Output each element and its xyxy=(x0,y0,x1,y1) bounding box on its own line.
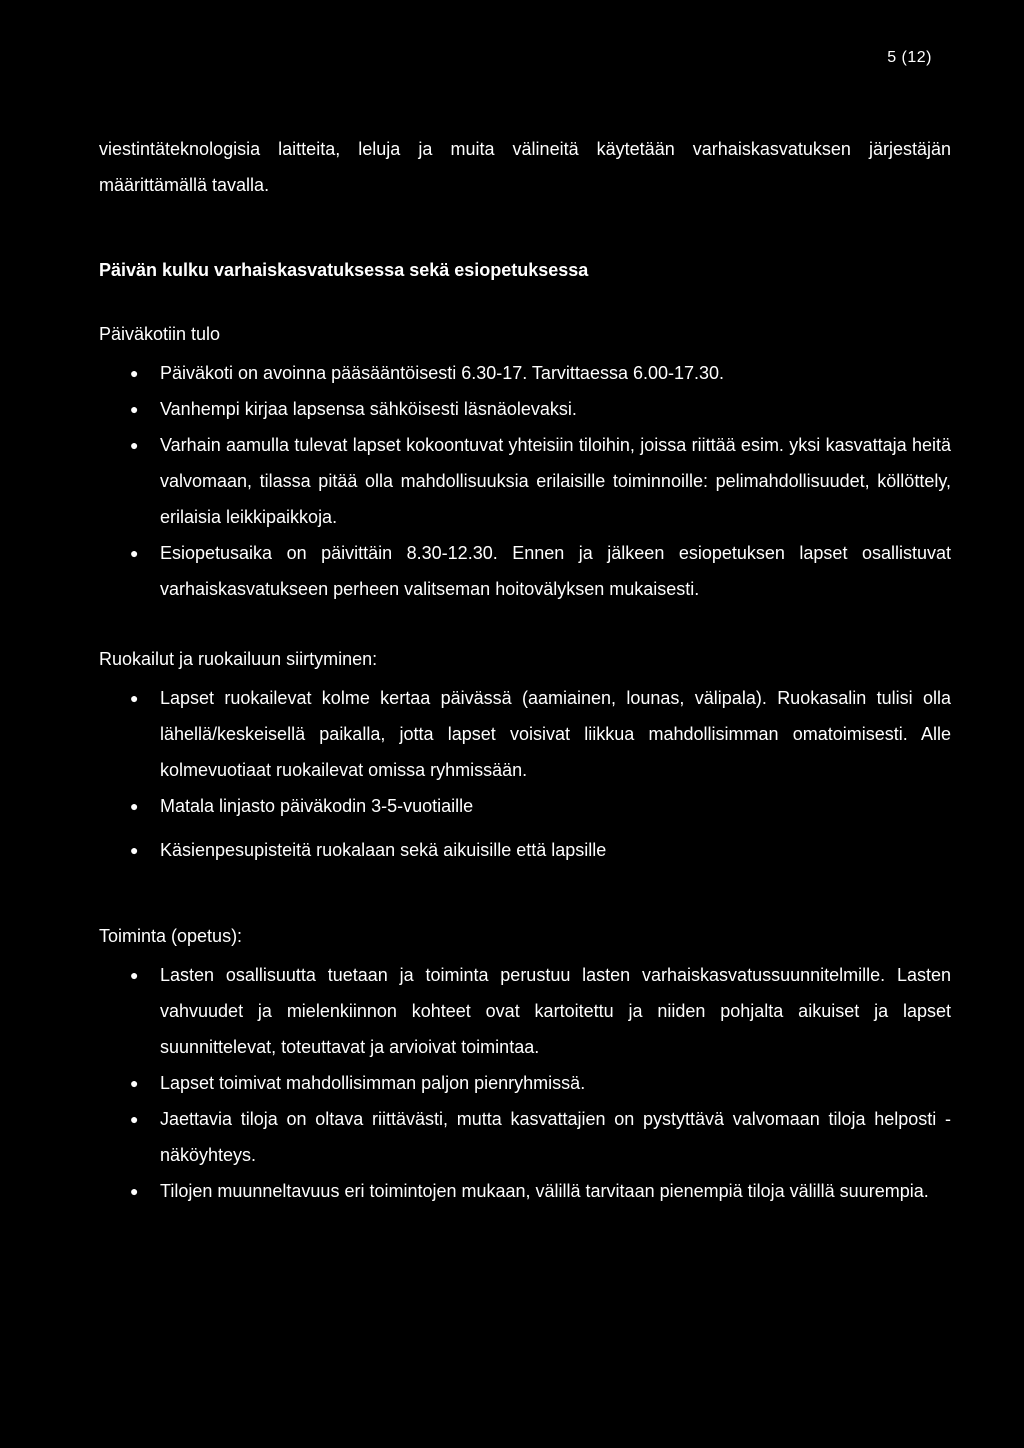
list-item-text: Vanhempi kirjaa lapsensa sähköisesti läsnäolevaksi. xyxy=(160,399,577,419)
document-body xyxy=(99,131,951,1209)
list-item-text: Käsienpesupisteitä ruokalaan sekä aikuisille että lapsille xyxy=(160,840,607,860)
list-item xyxy=(99,391,951,427)
list-item-text: Lapset ruokailevat kolme kertaa päivässä (aamiainen, lounas, välipala). Ruokasalin tulisi olla lähellä/keskeisellä paikalla, jotta lapset voisivat liikkua mahdollisimman omatoimisesti. Alle kolmevuotiaat ruokailevat omissa ryhmissään. xyxy=(160,688,951,780)
list-item-text: Lasten osallisuutta tuetaan ja toiminta perustuu lasten varhaiskasvatussuunnitelmille. Lasten vahvuudet ja mielenkiinnon kohteet ovat kartoitettu ja niiden pohjalta aikuiset ja lapset suunnittelevat, toteuttavat ja arvioivat toimintaa. xyxy=(160,965,951,1057)
list-item-text: Jaettavia tiloja on oltava riittävästi, mutta kasvattajien on pystyttävä valvomaan tiloja helposti - näköyhteys. xyxy=(160,1109,951,1165)
list-item-text: Päiväkoti on avoinna pääsääntöisesti 6.30-17. Tarvittaessa 6.00-17.30. xyxy=(160,363,725,383)
bullet-icon: ● xyxy=(130,1183,139,1199)
bullet-icon: ● xyxy=(130,690,139,706)
list-item xyxy=(99,1173,951,1209)
bullet-icon: ● xyxy=(130,437,139,453)
bullet-icon: ● xyxy=(130,798,139,814)
list-item-text: Varhain aamulla tulevat lapset kokoontuvat yhteisiin tiloihin, joissa riittää esim. yksi kasvattaja heitä valvomaan, tilassa pitää olla mahdollisuuksia erilaisille toiminnoille: pelimahdollisuudet, köllöttely, erilaisia leikkipaikkoja. xyxy=(160,435,951,527)
arrival-list xyxy=(99,355,951,607)
meals-list xyxy=(99,680,951,868)
bullet-icon: ● xyxy=(130,545,139,561)
list-item xyxy=(99,535,951,607)
activity-heading: Toiminta (opetus): xyxy=(99,926,243,946)
bullet-icon: ● xyxy=(130,967,139,983)
list-item xyxy=(99,1101,951,1173)
list-item xyxy=(99,1065,951,1101)
bullet-icon: ● xyxy=(130,842,139,858)
page-number: 5 (12) xyxy=(887,49,932,66)
list-item-text: Tilojen muunneltavuus eri toimintojen mukaan, välillä tarvitaan pienempiä tiloja välillä suurempia. xyxy=(160,1181,929,1201)
list-item xyxy=(99,680,951,788)
meals-heading: Ruokailut ja ruokailuun siirtyminen: xyxy=(99,649,378,669)
list-item xyxy=(99,832,951,868)
list-item-text: Esiopetusaika on päivittäin 8.30-12.30. Ennen ja jälkeen esiopetuksen lapset osallistuvat varhaiskasvatukseen perheen valitseman hoitovälyksen mukaisesti. xyxy=(160,543,951,599)
list-item xyxy=(99,957,951,1065)
list-item xyxy=(99,788,951,824)
arrival-heading: Päiväkotiin tulo xyxy=(99,324,221,344)
bullet-icon: ● xyxy=(130,1111,139,1127)
list-item xyxy=(99,427,951,535)
bullet-icon: ● xyxy=(130,1075,139,1091)
bullet-icon: ● xyxy=(130,365,139,381)
list-item xyxy=(99,355,951,391)
section-title: Päivän kulku varhaiskasvatuksessa sekä esiopetuksessa xyxy=(99,260,589,280)
activity-list xyxy=(99,957,951,1209)
intro-paragraph: viestintäteknologisia laitteita, leluja ja muita välineitä käytetään varhaiskasvatuksen järjestäjän määrittämällä tavalla. xyxy=(99,139,951,195)
list-item-text: Lapset toimivat mahdollisimman paljon pienryhmissä. xyxy=(160,1073,586,1093)
bullet-icon: ● xyxy=(130,401,139,417)
list-item-text: Matala linjasto päiväkodin 3-5-vuotiaille xyxy=(160,796,474,816)
